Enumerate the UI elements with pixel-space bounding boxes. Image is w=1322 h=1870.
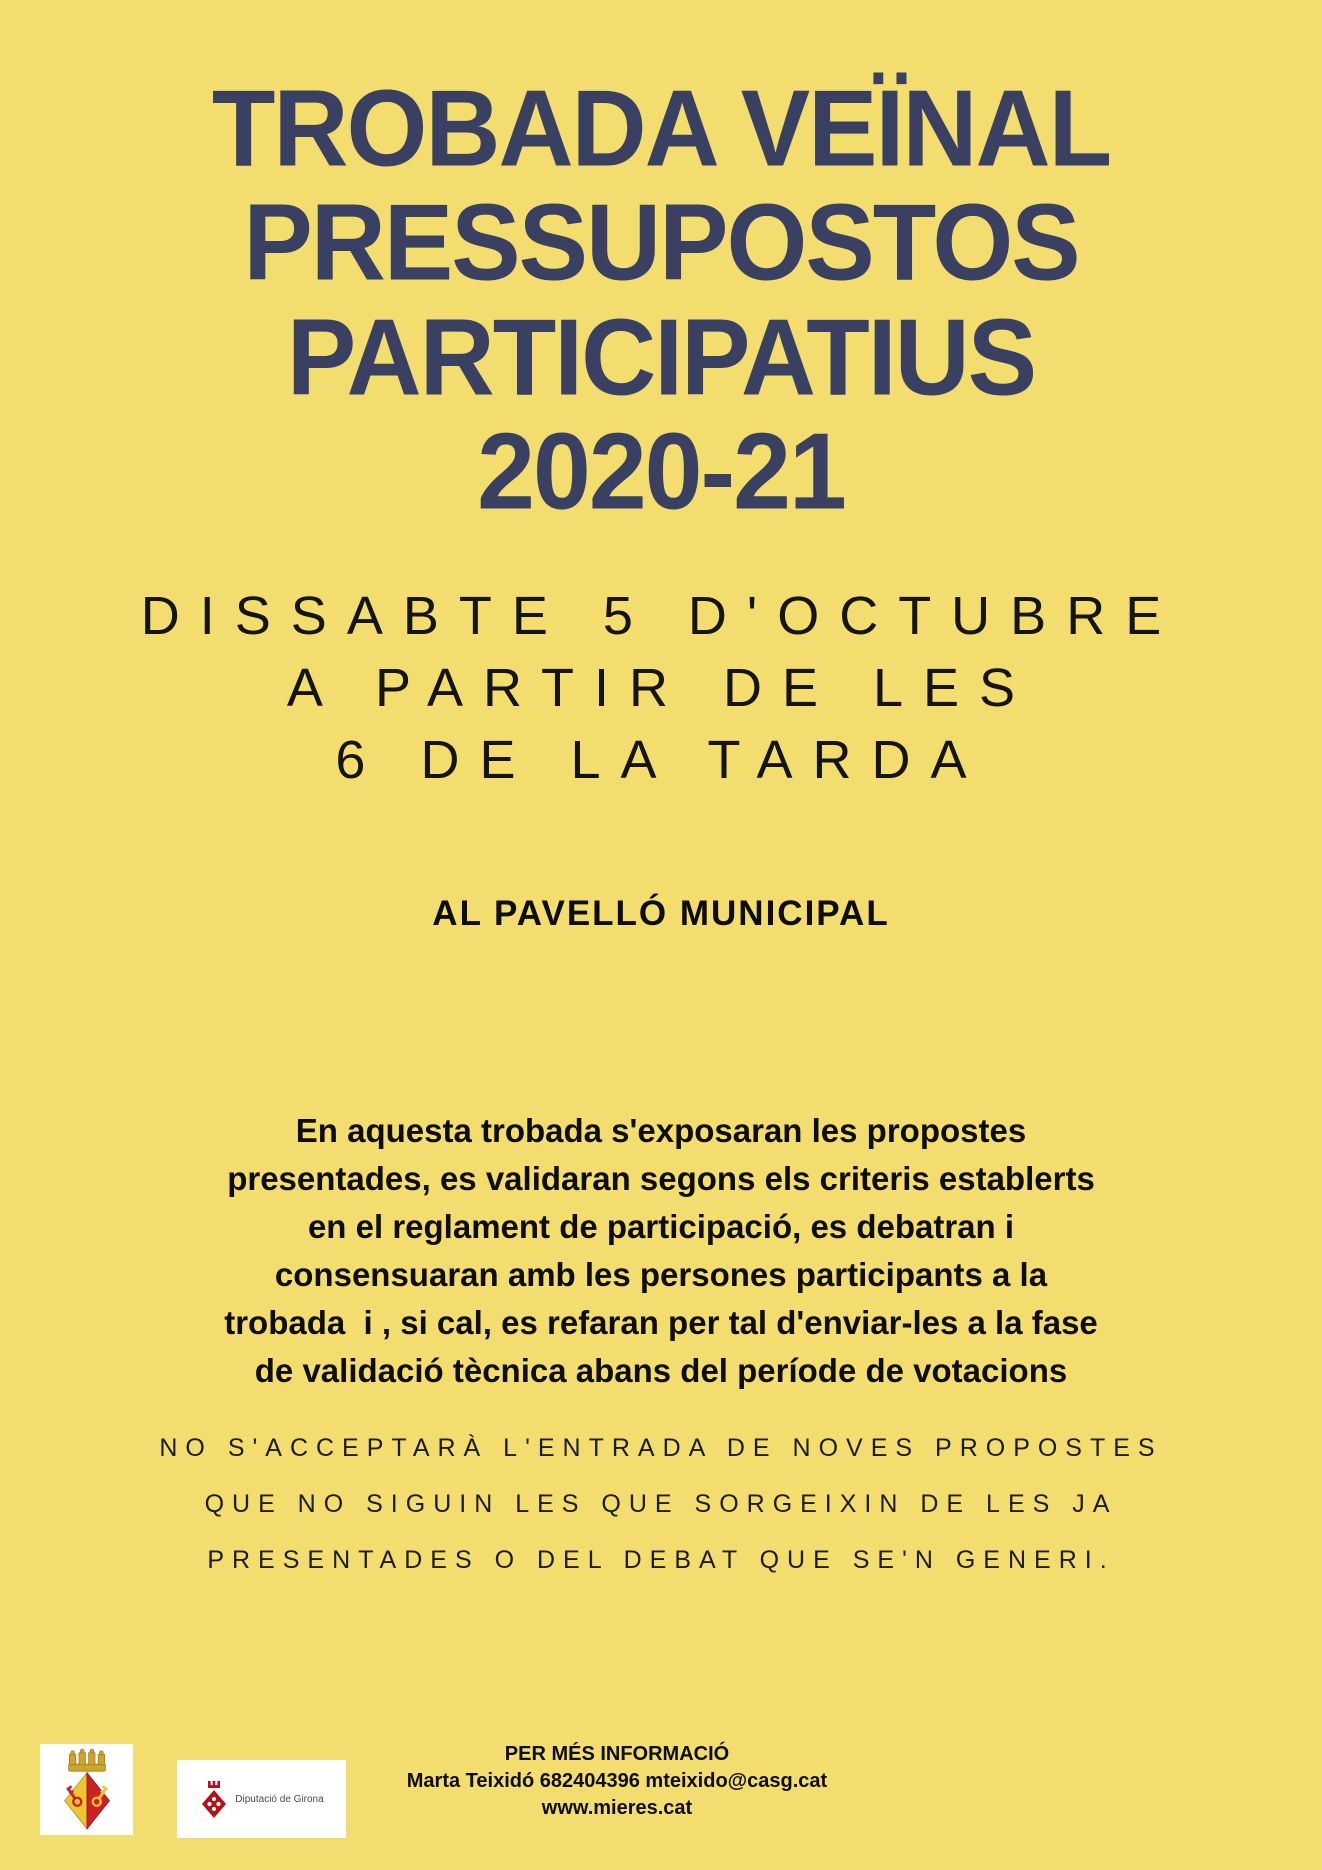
description-line: trobada i , si cal, es refaran per tal d'enviar-les a la fase [224, 1303, 1098, 1341]
website: www.mieres.cat [541, 1797, 693, 1819]
date-line-1: DISSABTE 5 D'OCTUBRE [140, 585, 1182, 646]
girona-logo-label: Diputació de Girona [235, 1793, 324, 1805]
description-line: en el reglament de participació, es debatran i [307, 1207, 1015, 1245]
notice-line-1: NO S'ACCEPTARÀ L'ENTRADA DE NOVES PROPOSTES [159, 1433, 1163, 1462]
description-line: presentades, es validaran segons els criteris establerts [227, 1159, 1095, 1197]
description-line: de validació tècnica abans del període de votacions [254, 1351, 1068, 1389]
description-line: consensuaran amb les persones participants a la [274, 1255, 1048, 1293]
title-line-3: PARTICIPATIUS [286, 297, 1036, 419]
notice-text [0, 1420, 1322, 1588]
contact-line: Marta Teixidó 682404396 mteixido@casg.cat [406, 1770, 828, 1792]
poster-footer [0, 1735, 1322, 1870]
title-line-1: TROBADA VEÏNAL [211, 68, 1111, 190]
info-title: PER MÉS INFORMACIÓ [504, 1743, 730, 1765]
description-line: En aquesta trobada s'exposaran les propostes [295, 1111, 1027, 1149]
notice-line-2: QUE NO SIGUIN LES QUE SORGEIXIN DE LES JA [204, 1489, 1118, 1518]
notice-line-3: PRESENTADES O DEL DEBAT QUE SE'N GENERI. [207, 1545, 1115, 1574]
poster-title [0, 0, 1322, 533]
date-line-3: 6 DE LA TARDA [335, 729, 987, 790]
contact-info [0, 1741, 1234, 1822]
event-datetime [0, 580, 1322, 796]
event-location: AL PAVELLÓ MUNICIPAL [432, 893, 890, 933]
event-description [0, 1107, 1322, 1395]
title-line-2: PRESSUPOSTOS [243, 183, 1079, 304]
date-line-2: A PARTIR DE LES [286, 657, 1036, 718]
title-line-4: 2020-21 [477, 412, 845, 533]
